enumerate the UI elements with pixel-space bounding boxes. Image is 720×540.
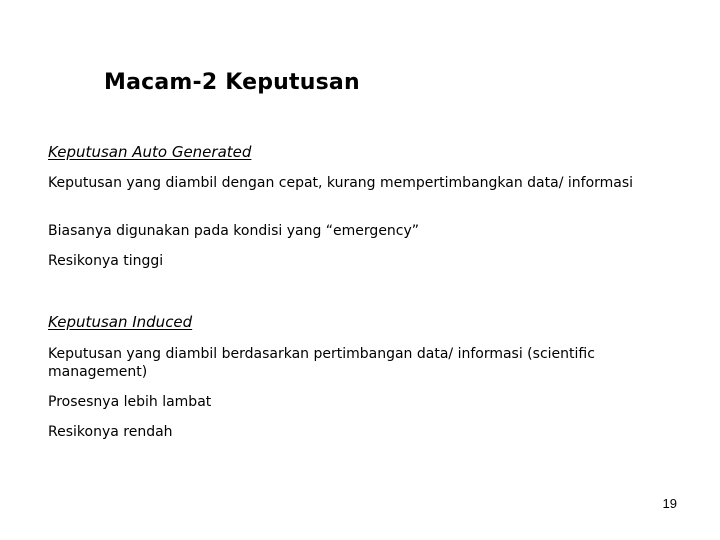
page-number: 19 [662,496,677,511]
section-item: Biasanya digunakan pada kondisi yang “emergency” [48,223,420,239]
section-heading: Keputusan Induced [48,313,193,331]
section-item: Resikonya rendah [48,424,173,440]
section-heading: Keputusan Auto Generated [48,143,252,161]
section-item: Keputusan yang diambil berdasarkan pertimbangan data/ informasi (scientific management) [48,346,595,380]
section-item: Keputusan yang diambil dengan cepat, kurang mempertimbangkan data/ informasi [48,175,634,191]
section-item: Resikonya tinggi [48,253,164,269]
section-item: Prosesnya lebih lambat [48,394,212,410]
slide-title: Macam-2 Keputusan [104,70,360,95]
